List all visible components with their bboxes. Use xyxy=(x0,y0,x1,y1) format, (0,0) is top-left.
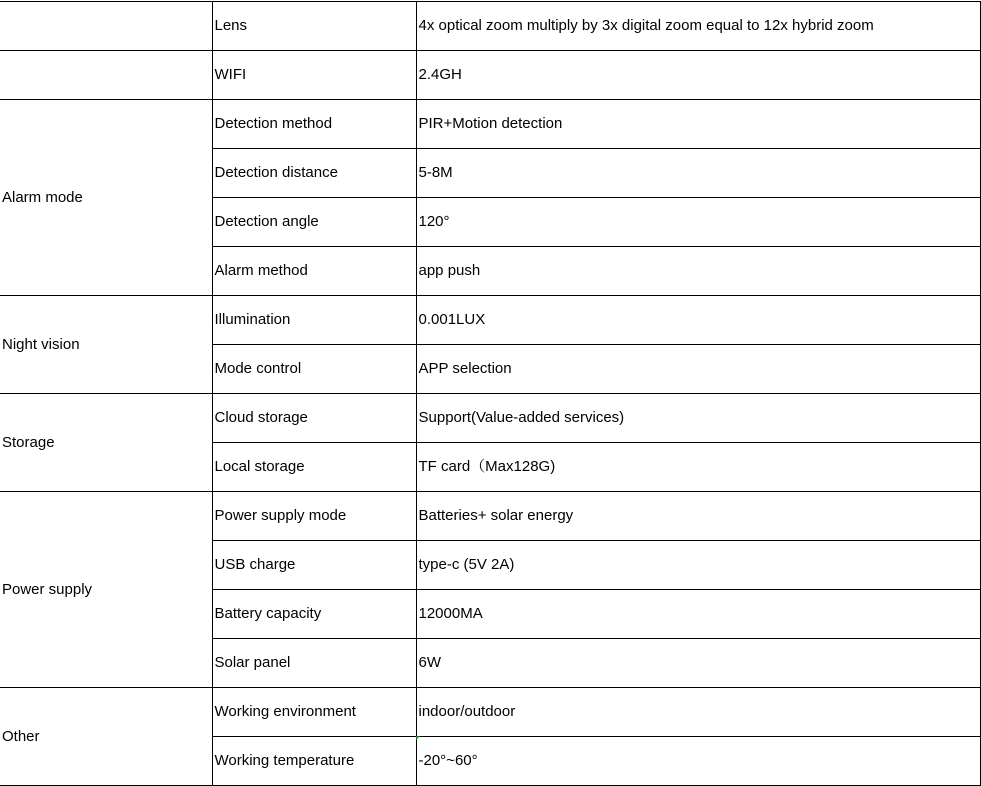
param-cell: Alarm method xyxy=(212,247,416,296)
table-row xyxy=(0,296,980,345)
param-cell: Illumination xyxy=(212,296,416,345)
group-cell-other: Other xyxy=(0,688,212,786)
value-cell: indoor/outdoor xyxy=(416,688,980,737)
param-cell: Detection angle xyxy=(212,198,416,247)
value-cell: 120° xyxy=(416,198,980,247)
param-cell: Detection distance xyxy=(212,149,416,198)
value-cell: -20°~60° xyxy=(416,737,980,786)
param-cell: Mode control xyxy=(212,345,416,394)
value-cell: PIR+Motion detection xyxy=(416,100,980,149)
param-cell: Working temperature xyxy=(212,737,416,786)
param-cell: Solar panel xyxy=(212,639,416,688)
value-cell: Support(Value-added services) xyxy=(416,394,980,443)
value-cell: type-c (5V 2A) xyxy=(416,541,980,590)
spec-table xyxy=(0,1,981,786)
param-cell: Battery capacity xyxy=(212,590,416,639)
value-cell: TF card（Max128G) xyxy=(416,443,980,492)
group-cell-alarm-mode: Alarm mode xyxy=(0,100,212,296)
table-row xyxy=(0,688,980,737)
table-row xyxy=(0,394,980,443)
table-row xyxy=(0,2,980,51)
group-cell-storage: Storage xyxy=(0,394,212,492)
group-cell-empty xyxy=(0,51,212,100)
group-cell-empty xyxy=(0,2,212,51)
table-row xyxy=(0,100,980,149)
group-cell-night-vision: Night vision xyxy=(0,296,212,394)
value-cell: 4x optical zoom multiply by 3x digital zoom equal to 12x hybrid zoom xyxy=(416,2,980,51)
value-cell: APP selection xyxy=(416,345,980,394)
value-cell: 5-8M xyxy=(416,149,980,198)
value-cell: app push xyxy=(416,247,980,296)
param-cell: Working environment xyxy=(212,688,416,737)
value-cell: 0.001LUX xyxy=(416,296,980,345)
param-cell: Power supply mode xyxy=(212,492,416,541)
param-cell: Detection method xyxy=(212,100,416,149)
param-cell: WIFI xyxy=(212,51,416,100)
value-cell: 12000MA xyxy=(416,590,980,639)
param-cell: USB charge xyxy=(212,541,416,590)
value-cell: 2.4GH xyxy=(416,51,980,100)
param-cell: Cloud storage xyxy=(212,394,416,443)
value-cell: Batteries+ solar energy xyxy=(416,492,980,541)
table-row xyxy=(0,51,980,100)
param-cell: Local storage xyxy=(212,443,416,492)
group-cell-power-supply: Power supply xyxy=(0,492,212,688)
cell-comment-marker-icon xyxy=(416,736,420,740)
table-row xyxy=(0,492,980,541)
param-cell: Lens xyxy=(212,2,416,51)
value-cell: 6W xyxy=(416,639,980,688)
